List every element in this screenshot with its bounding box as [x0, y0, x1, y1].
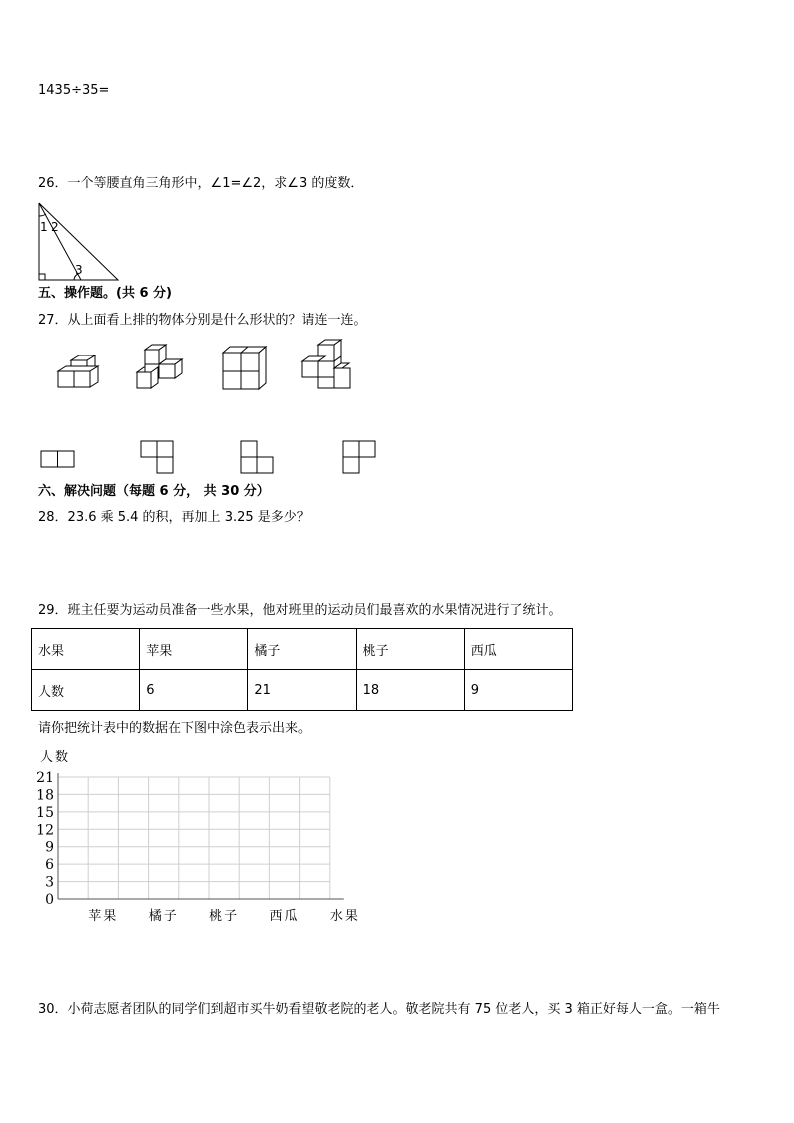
x-tick-label: 橘子 — [148, 909, 179, 924]
y-tick-label: 15 — [36, 804, 54, 821]
triangle-figure — [36, 200, 126, 284]
y-tick-label: 0 — [45, 892, 54, 908]
table-cell: 苹果 — [140, 629, 248, 670]
angle-1-label: 1 — [40, 220, 48, 234]
table-cell: 橘子 — [248, 629, 356, 670]
table-cell: 西瓜 — [464, 629, 572, 670]
q26-text: 26．一个等腰直角三角形中，∠1=∠2，求∠3 的度数． — [38, 176, 364, 191]
table-row — [32, 670, 573, 711]
x-tick-label: 苹果 — [88, 909, 119, 924]
q28-text: 28．23.6 乘 5.4 的积，再加上 3.25 是多少？ — [38, 510, 310, 525]
cube-group-4 — [300, 338, 356, 392]
y-tick-label: 3 — [45, 874, 54, 891]
y-tick-label: 18 — [36, 787, 54, 804]
table-cell: 6 — [140, 670, 248, 711]
top-view-4 — [342, 440, 378, 476]
q29-instruction: 请你把统计表中的数据在下图中涂色表示出来。 — [38, 721, 312, 736]
top-view-3 — [240, 440, 276, 476]
y-tick-label: 21 — [36, 770, 54, 786]
q29-text: 29．班主任要为运动员准备一些水果，他对班里的运动员们最喜欢的水果情况进行了统计。 — [38, 603, 562, 618]
cube-group-1 — [55, 355, 105, 393]
y-tick-label: 9 — [45, 839, 54, 856]
table-cell: 18 — [356, 670, 464, 711]
table-cell: 人数 — [32, 670, 140, 711]
x-tick-label: 桃子 — [209, 909, 240, 924]
y-axis-label: 人数 — [40, 750, 71, 765]
fruit-stats-table — [31, 628, 573, 711]
table-header-row — [32, 629, 573, 670]
q30-text: 30．小荷志愿者团队的同学们到超市买牛奶看望敬老院的老人。敬老院共有 75 位老人，买 3 箱正好每人一盒。一箱牛 — [38, 1002, 720, 1017]
table-cell: 桃子 — [356, 629, 464, 670]
x-tick-label: 西瓜 — [269, 909, 300, 924]
angle-3-label: 3 — [75, 263, 83, 277]
x-axis-label: 水果 — [329, 909, 360, 924]
cube-group-3 — [220, 345, 270, 391]
table-cell: 水果 — [32, 629, 140, 670]
angle-2-label: 2 — [51, 220, 59, 234]
y-tick-label: 12 — [36, 822, 54, 839]
table-cell: 9 — [464, 670, 572, 711]
cube-group-2 — [135, 343, 189, 393]
section-6-title: 六、解决问题（每题 6 分， 共 30 分） — [38, 484, 270, 499]
top-view-2 — [140, 440, 176, 476]
fruit-bar-chart — [30, 745, 390, 930]
y-tick-label: 6 — [45, 857, 54, 874]
q25-expression: 1435÷35= — [38, 83, 110, 98]
top-view-1 — [40, 450, 76, 468]
table-cell: 21 — [248, 670, 356, 711]
q27-text: 27．从上面看上排的物体分别是什么形状的？请连一连。 — [38, 313, 367, 328]
section-5-title: 五、操作题。(共 6 分) — [38, 286, 172, 301]
